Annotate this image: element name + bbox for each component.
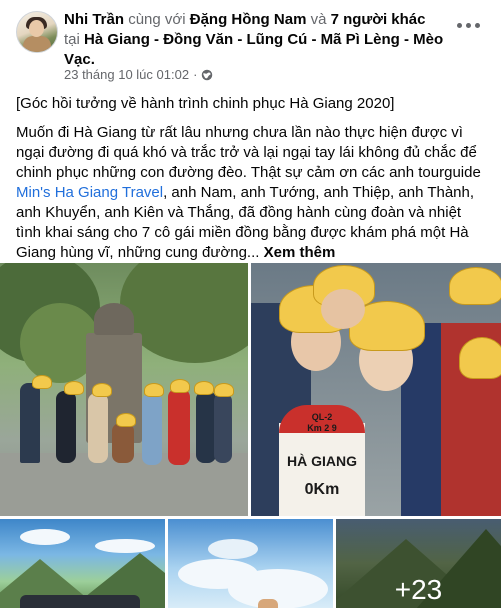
with-word: cùng với xyxy=(128,11,186,28)
body-text-start: Muốn đi Hà Giang từ rất lâu nhưng chưa lần nào thực hiện được vì ngại đường đi quá khó và trắc trở và lại ngại tay lái không đủ chắc để chinh phục những con đường đèo. Thật sự cảm ơn các anh tourguide xyxy=(16,124,481,181)
post-header xyxy=(64,10,444,70)
photo-mountain-group[interactable] xyxy=(0,519,165,608)
more-options-icon[interactable] xyxy=(452,14,484,36)
see-more-link[interactable]: Xem thêm xyxy=(263,244,336,261)
tagged-page-link[interactable]: Min's Ha Giang Travel xyxy=(16,184,164,201)
meta-separator: · xyxy=(193,67,198,82)
photo-group-monument[interactable] xyxy=(0,263,248,516)
post-body xyxy=(16,123,486,263)
photo-more-overlay[interactable] xyxy=(336,519,501,608)
milestone-km-marker: Km 2 9 xyxy=(307,423,337,433)
more-photos-count[interactable]: +23 xyxy=(336,519,501,608)
location-link[interactable]: Hà Giang - Đồng Văn - Lũng Cú - Mã Pì Lèng - Mèo Vạc. xyxy=(64,31,444,68)
post-meta xyxy=(64,67,213,83)
author-avatar[interactable] xyxy=(16,11,58,53)
post-title-line: [Góc hồi tưởng về hành trình chinh phục Hà Giang 2020] xyxy=(16,95,395,112)
avatar-body xyxy=(23,36,51,53)
and-word: và xyxy=(310,11,327,28)
author-name[interactable]: Nhi Trần xyxy=(64,11,125,28)
others-link[interactable]: 7 người khác xyxy=(330,11,426,28)
post-timestamp[interactable]: 23 tháng 10 lúc 01:02 xyxy=(64,67,190,82)
photo-milestone-selfie[interactable] xyxy=(251,263,501,516)
avatar-face xyxy=(29,20,44,37)
body-text-end: , anh Nam, anh Tướng, anh Thiệp, anh Thành, anh Khuyển, anh Kiên và Thắng, đã đồng hành cùng đoàn và nhiệt tình khai sáng cho 7 cô gái miền đồng bằng được khám phá một Hà Giang hùng vĩ, những cung đường... xyxy=(16,184,475,261)
milestone-route: QL-2 xyxy=(311,412,333,422)
tagged-friend[interactable]: Đặng Hồng Nam xyxy=(189,11,307,28)
photo-sky-clouds[interactable] xyxy=(168,519,333,608)
globe-icon[interactable] xyxy=(201,69,213,81)
at-word: tại xyxy=(64,31,80,48)
milestone-zero-km: 0Km xyxy=(304,481,340,498)
milestone-place: HÀ GIANG xyxy=(287,453,357,469)
